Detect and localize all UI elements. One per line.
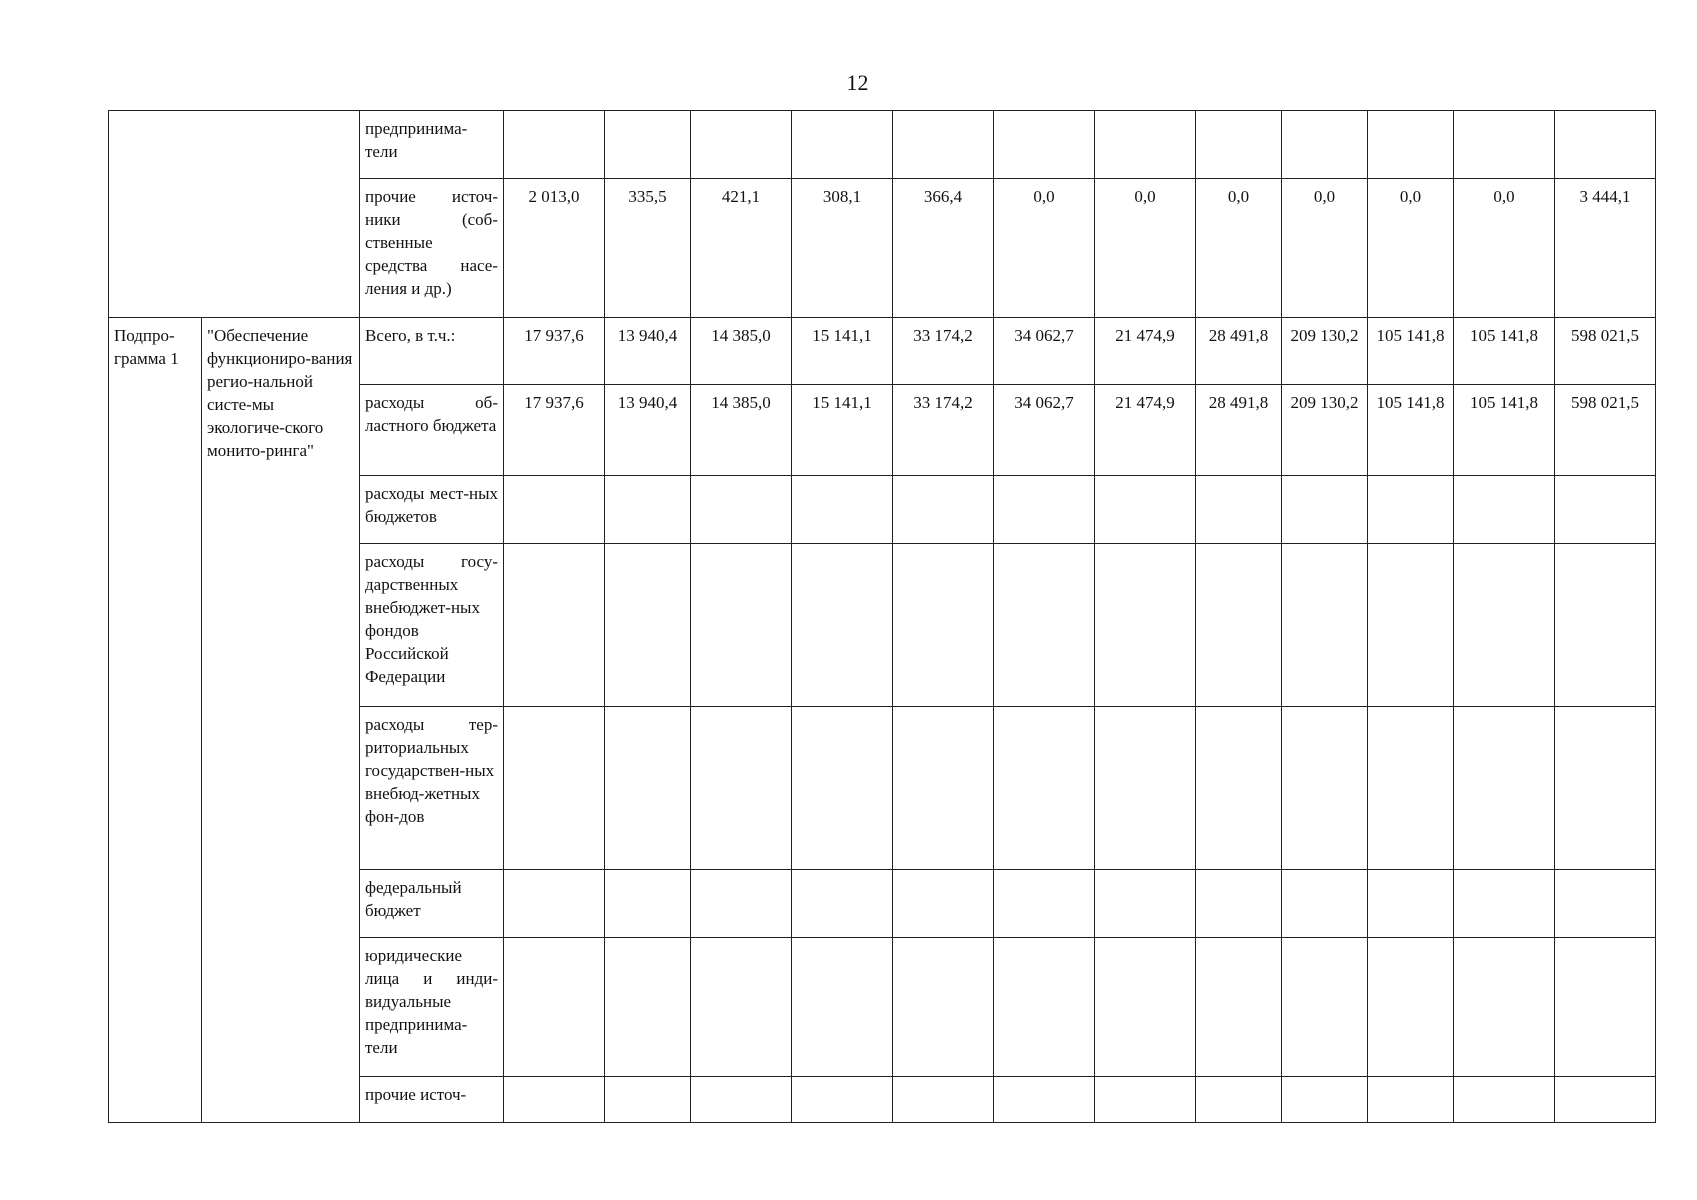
value-cell — [1454, 544, 1555, 707]
value-cell: 3 444,1 — [1555, 179, 1656, 318]
value-cell — [691, 111, 792, 179]
value-cell — [1454, 476, 1555, 544]
value-cell — [893, 111, 994, 179]
source-cell: юридические лица и инди-видуальные предпринима-тели — [360, 938, 504, 1077]
value-cell: 0,0 — [1196, 179, 1282, 318]
value-cell — [504, 476, 605, 544]
value-cell: 209 130,2 — [1282, 385, 1368, 476]
value-cell — [691, 707, 792, 870]
value-cell — [1196, 938, 1282, 1077]
value-cell: 0,0 — [1454, 179, 1555, 318]
value-cell: 0,0 — [1282, 179, 1368, 318]
value-cell — [1095, 111, 1196, 179]
value-cell — [1368, 1077, 1454, 1123]
value-cell — [994, 476, 1095, 544]
value-cell: 13 940,4 — [605, 385, 691, 476]
value-cell — [1095, 1077, 1196, 1123]
value-cell — [504, 111, 605, 179]
value-cell: 366,4 — [893, 179, 994, 318]
value-cell — [691, 870, 792, 938]
value-cell — [605, 707, 691, 870]
value-cell — [605, 476, 691, 544]
value-cell — [1196, 1077, 1282, 1123]
value-cell: 14 385,0 — [691, 318, 792, 385]
value-cell — [1555, 111, 1656, 179]
value-cell — [1095, 870, 1196, 938]
value-cell: 598 021,5 — [1555, 318, 1656, 385]
value-cell: 0,0 — [1368, 179, 1454, 318]
source-cell: прочие источ- — [360, 1077, 504, 1123]
source-cell: Всего, в т.ч.: — [360, 318, 504, 385]
value-cell: 105 141,8 — [1368, 318, 1454, 385]
value-cell — [792, 1077, 893, 1123]
value-cell — [504, 938, 605, 1077]
value-cell: 34 062,7 — [994, 318, 1095, 385]
value-cell: 421,1 — [691, 179, 792, 318]
value-cell — [1282, 1077, 1368, 1123]
value-cell — [504, 1077, 605, 1123]
value-cell — [605, 544, 691, 707]
value-cell — [1555, 870, 1656, 938]
value-cell — [1454, 938, 1555, 1077]
source-cell: федеральный бюджет — [360, 870, 504, 938]
value-cell: 33 174,2 — [893, 385, 994, 476]
value-cell — [504, 707, 605, 870]
value-cell — [1368, 544, 1454, 707]
value-cell: 105 141,8 — [1454, 385, 1555, 476]
value-cell — [1282, 870, 1368, 938]
value-cell: 598 021,5 — [1555, 385, 1656, 476]
value-cell: 105 141,8 — [1454, 318, 1555, 385]
value-cell — [994, 938, 1095, 1077]
table-row — [109, 111, 1656, 179]
value-cell — [1368, 707, 1454, 870]
value-cell: 335,5 — [605, 179, 691, 318]
value-cell — [994, 544, 1095, 707]
value-cell — [792, 938, 893, 1077]
value-cell: 308,1 — [792, 179, 893, 318]
value-cell — [1454, 707, 1555, 870]
value-cell — [1368, 870, 1454, 938]
value-cell — [1368, 111, 1454, 179]
value-cell — [1555, 476, 1656, 544]
source-cell: расходы мест-ных бюджетов — [360, 476, 504, 544]
value-cell — [1196, 111, 1282, 179]
source-cell: предпринима-тели — [360, 111, 504, 179]
value-cell — [1095, 544, 1196, 707]
value-cell — [691, 938, 792, 1077]
value-cell: 209 130,2 — [1282, 318, 1368, 385]
value-cell: 2 013,0 — [504, 179, 605, 318]
source-cell: расходы госу-дарственных внебюджет-ных фондов Российской Федерации — [360, 544, 504, 707]
value-cell — [1095, 938, 1196, 1077]
value-cell — [605, 111, 691, 179]
value-cell — [792, 544, 893, 707]
value-cell: 17 937,6 — [504, 318, 605, 385]
page-number: 12 — [846, 70, 869, 95]
budget-table — [108, 110, 1656, 1123]
value-cell — [1196, 476, 1282, 544]
value-cell — [691, 1077, 792, 1123]
value-cell — [792, 870, 893, 938]
table-row — [109, 318, 1656, 385]
value-cell — [1282, 111, 1368, 179]
value-cell — [691, 544, 792, 707]
source-cell: прочие источ-ники (соб-ственные средства насе-ления и др.) — [360, 179, 504, 318]
value-cell — [1454, 870, 1555, 938]
value-cell — [605, 938, 691, 1077]
subprogram-title: "Обеспечение функциониро-вания регио-нальной систе-мы экологиче-ского монито-ринга" — [202, 318, 360, 1123]
value-cell — [1368, 938, 1454, 1077]
value-cell: 21 474,9 — [1095, 318, 1196, 385]
value-cell — [504, 544, 605, 707]
value-cell — [994, 870, 1095, 938]
value-cell — [605, 870, 691, 938]
value-cell: 17 937,6 — [504, 385, 605, 476]
value-cell: 0,0 — [1095, 179, 1196, 318]
value-cell — [792, 707, 893, 870]
value-cell — [1196, 870, 1282, 938]
source-cell: расходы об-ластного бюджета — [360, 385, 504, 476]
value-cell: 13 940,4 — [605, 318, 691, 385]
value-cell — [1454, 1077, 1555, 1123]
value-cell: 15 141,1 — [792, 318, 893, 385]
value-cell: 15 141,1 — [792, 385, 893, 476]
value-cell — [1196, 544, 1282, 707]
empty-label-cell — [109, 111, 360, 318]
value-cell — [1282, 707, 1368, 870]
value-cell — [1196, 707, 1282, 870]
value-cell — [994, 1077, 1095, 1123]
value-cell: 33 174,2 — [893, 318, 994, 385]
value-cell — [893, 1077, 994, 1123]
value-cell — [994, 111, 1095, 179]
value-cell: 28 491,8 — [1196, 318, 1282, 385]
value-cell — [994, 707, 1095, 870]
value-cell: 105 141,8 — [1368, 385, 1454, 476]
value-cell: 21 474,9 — [1095, 385, 1196, 476]
value-cell — [1282, 544, 1368, 707]
value-cell: 28 491,8 — [1196, 385, 1282, 476]
value-cell — [792, 476, 893, 544]
value-cell — [792, 111, 893, 179]
value-cell: 34 062,7 — [994, 385, 1095, 476]
value-cell — [893, 476, 994, 544]
value-cell — [1368, 476, 1454, 544]
value-cell — [504, 870, 605, 938]
value-cell — [1095, 476, 1196, 544]
source-cell: расходы тер-риториальных государствен-ных внебюд-жетных фон-дов — [360, 707, 504, 870]
value-cell — [1555, 544, 1656, 707]
value-cell — [1555, 938, 1656, 1077]
value-cell — [1282, 938, 1368, 1077]
subprogram-label: Подпро-грамма 1 — [109, 318, 202, 1123]
value-cell: 14 385,0 — [691, 385, 792, 476]
value-cell — [893, 938, 994, 1077]
value-cell — [1095, 707, 1196, 870]
value-cell — [1454, 111, 1555, 179]
value-cell — [605, 1077, 691, 1123]
value-cell — [1555, 1077, 1656, 1123]
value-cell — [893, 707, 994, 870]
value-cell — [691, 476, 792, 544]
value-cell — [1555, 707, 1656, 870]
value-cell: 0,0 — [994, 179, 1095, 318]
value-cell — [893, 870, 994, 938]
value-cell — [893, 544, 994, 707]
value-cell — [1282, 476, 1368, 544]
